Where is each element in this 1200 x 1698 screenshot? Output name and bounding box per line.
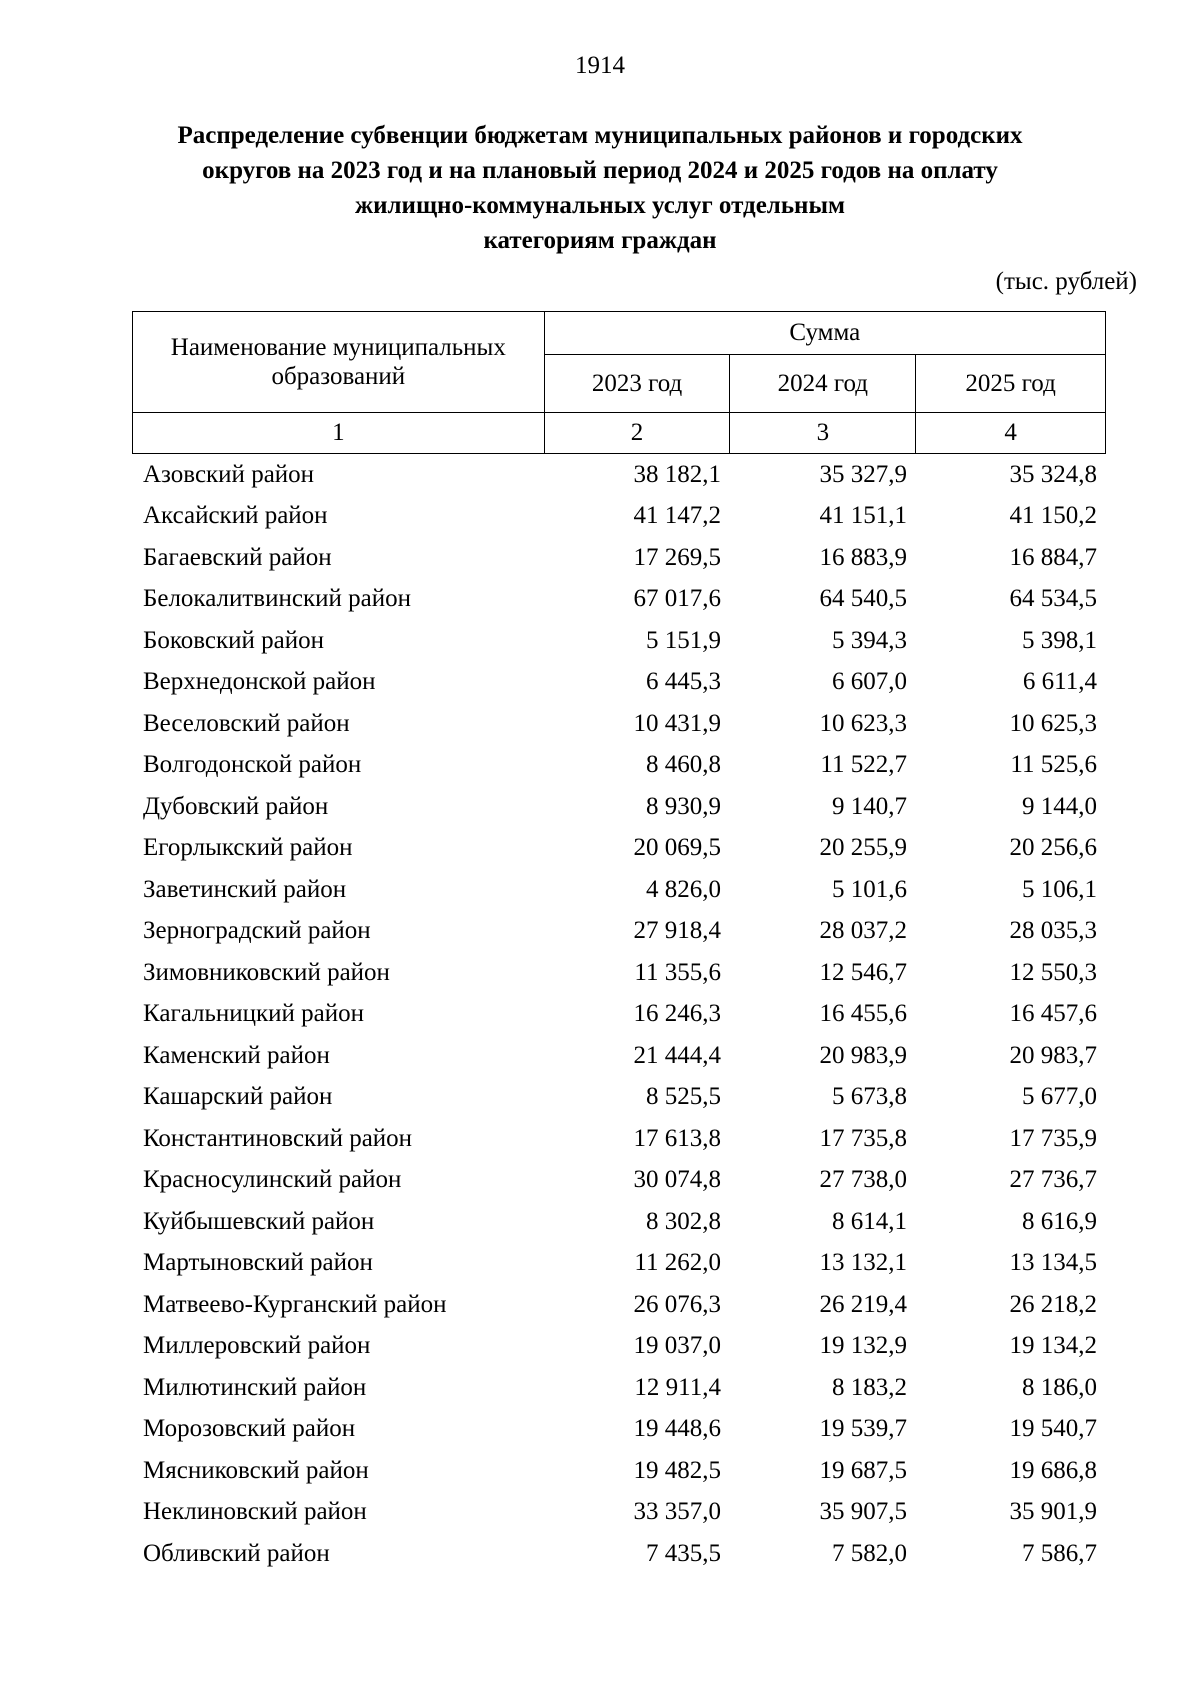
municipality-name: Куйбышевский район [143, 1207, 375, 1235]
table-row [132, 869, 1106, 911]
value-2025: 64 534,5 [1009, 585, 1097, 613]
value-2025: 16 884,7 [1009, 543, 1097, 571]
value-2025: 19 686,8 [1009, 1456, 1097, 1484]
value-2023: 17 269,5 [633, 543, 721, 571]
value-2024: 17 735,8 [819, 1124, 907, 1152]
municipality-name: Морозовский район [143, 1415, 356, 1443]
value-2023: 7 435,5 [646, 1539, 721, 1567]
value-2024: 16 883,9 [819, 543, 907, 571]
value-2025: 27 736,7 [1009, 1166, 1097, 1194]
value-2023: 67 017,6 [633, 585, 721, 613]
municipality-name: Мартыновский район [143, 1249, 373, 1277]
value-2023: 27 918,4 [633, 917, 721, 945]
municipality-name: Милютинский район [143, 1373, 367, 1401]
value-2024: 19 687,5 [819, 1456, 907, 1484]
value-2023: 21 444,4 [633, 1041, 721, 1069]
municipality-name: Константиновский район [143, 1124, 413, 1152]
data-table [132, 454, 1106, 1575]
table-row [132, 1284, 1106, 1326]
value-2023: 16 246,3 [633, 1000, 721, 1028]
value-2023: 8 460,8 [646, 751, 721, 779]
value-2025: 13 134,5 [1009, 1249, 1097, 1277]
value-2025: 20 256,6 [1009, 834, 1097, 862]
municipality-name: Аксайский район [143, 502, 328, 530]
value-2024: 20 983,9 [819, 1041, 907, 1069]
title-line: жилищно-коммунальных услуг отдельным [354, 192, 845, 219]
value-2023: 20 069,5 [633, 834, 721, 862]
column-number-1: 1 [133, 413, 545, 454]
value-2024: 10 623,3 [819, 709, 907, 737]
value-2025: 9 144,0 [1022, 792, 1097, 820]
value-2025: 8 616,9 [1022, 1207, 1097, 1235]
value-2025: 26 218,2 [1009, 1290, 1097, 1318]
municipality-name: Неклиновский район [143, 1498, 367, 1526]
table-row [132, 1367, 1106, 1409]
table-row [132, 1492, 1106, 1534]
value-2023: 4 826,0 [646, 875, 721, 903]
page-number: 1914 [575, 52, 625, 79]
table-row [132, 952, 1106, 994]
table-row [132, 1326, 1106, 1368]
value-2024: 5 394,3 [832, 626, 907, 654]
document-title [120, 118, 1080, 258]
municipality-name: Обливский район [143, 1539, 330, 1567]
table-row [132, 662, 1106, 704]
table-row [132, 1160, 1106, 1202]
value-2023: 11 262,0 [634, 1249, 721, 1277]
value-2023: 5 151,9 [646, 626, 721, 654]
table-row [132, 745, 1106, 787]
value-2024: 6 607,0 [832, 668, 907, 696]
unit-label: (тыс. рублей) [995, 268, 1137, 295]
value-2025: 11 525,6 [1010, 751, 1097, 779]
column-number-2: 2 [544, 413, 730, 454]
column-header-2025: 2025 год [916, 355, 1106, 413]
value-2023: 12 911,4 [634, 1373, 721, 1401]
value-2023: 41 147,2 [633, 502, 721, 530]
value-2024: 12 546,7 [819, 958, 907, 986]
value-2024: 64 540,5 [819, 585, 907, 613]
municipality-name: Зерноградский район [143, 917, 371, 945]
table-row [132, 1077, 1106, 1119]
value-2025: 35 324,8 [1009, 460, 1097, 488]
value-2025: 5 106,1 [1022, 875, 1097, 903]
value-2025: 8 186,0 [1022, 1373, 1097, 1401]
table-row [132, 1450, 1106, 1492]
value-2024: 13 132,1 [819, 1249, 907, 1277]
value-2023: 19 482,5 [633, 1456, 721, 1484]
municipality-name: Красносулинский район [143, 1166, 402, 1194]
value-2024: 5 101,6 [832, 875, 907, 903]
value-2025: 19 540,7 [1009, 1415, 1097, 1443]
value-2025: 10 625,3 [1009, 709, 1097, 737]
municipality-name: Веселовский район [143, 709, 350, 737]
value-2023: 17 613,8 [633, 1124, 721, 1152]
column-number-4: 4 [916, 413, 1106, 454]
table-row [132, 994, 1106, 1036]
value-2024: 35 907,5 [819, 1498, 907, 1526]
column-header-2023: 2023 год [544, 355, 730, 413]
municipality-name: Багаевский район [143, 543, 332, 571]
value-2023: 19 448,6 [633, 1415, 721, 1443]
table-row [132, 496, 1106, 538]
municipality-name: Азовский район [143, 460, 315, 488]
table-row [132, 1035, 1106, 1077]
value-2025: 6 611,4 [1022, 668, 1097, 696]
value-2025: 12 550,3 [1009, 958, 1097, 986]
value-2023: 11 355,6 [634, 958, 721, 986]
title-line: Распределение субвенции бюджетам муниципальных районов и городских [177, 122, 1023, 149]
municipality-name: Кагальницкий район [143, 1000, 365, 1028]
value-2023: 30 074,8 [633, 1166, 721, 1194]
table-row [132, 537, 1106, 579]
table-row [132, 786, 1106, 828]
value-2024: 26 219,4 [819, 1290, 907, 1318]
value-2023: 8 302,8 [646, 1207, 721, 1235]
value-2024: 5 673,8 [832, 1083, 907, 1111]
table-row [132, 454, 1106, 496]
title-line: категориям граждан [483, 227, 717, 254]
value-2023: 10 431,9 [633, 709, 721, 737]
value-2024: 19 132,9 [819, 1332, 907, 1360]
municipality-name: Матвеево-Курганский район [143, 1290, 447, 1318]
value-2024: 27 738,0 [819, 1166, 907, 1194]
municipality-name: Дубовский район [143, 792, 329, 820]
column-number-3: 3 [730, 413, 916, 454]
table-row [132, 1409, 1106, 1451]
value-2024: 35 327,9 [819, 460, 907, 488]
municipality-name: Волгодонской район [143, 751, 362, 779]
value-2025: 5 398,1 [1022, 626, 1097, 654]
table-row [132, 703, 1106, 745]
municipality-name: Заветинский район [143, 875, 347, 903]
table-row [132, 620, 1106, 662]
value-2025: 7 586,7 [1022, 1539, 1097, 1567]
value-2023: 33 357,0 [633, 1498, 721, 1526]
column-header-name: Наименование муниципальных образований [133, 312, 545, 413]
value-2025: 5 677,0 [1022, 1083, 1097, 1111]
table-row [132, 1118, 1106, 1160]
value-2024: 16 455,6 [819, 1000, 907, 1028]
value-2025: 19 134,2 [1009, 1332, 1097, 1360]
municipality-name: Кашарский район [143, 1083, 333, 1111]
value-2025: 28 035,3 [1009, 917, 1097, 945]
table-row [132, 1533, 1106, 1575]
column-header-2024: 2024 год [730, 355, 916, 413]
value-2024: 8 183,2 [832, 1373, 907, 1401]
value-2023: 38 182,1 [633, 460, 721, 488]
value-2024: 11 522,7 [820, 751, 907, 779]
value-2025: 17 735,9 [1009, 1124, 1097, 1152]
municipality-name: Белокалитвинский район [143, 585, 411, 613]
municipality-name: Каменский район [143, 1041, 330, 1069]
municipality-name: Миллеровский район [143, 1332, 371, 1360]
value-2024: 41 151,1 [819, 502, 907, 530]
table-row [132, 579, 1106, 621]
value-2025: 16 457,6 [1009, 1000, 1097, 1028]
value-2024: 20 255,9 [819, 834, 907, 862]
municipality-name: Боковский район [143, 626, 324, 654]
value-2024: 28 037,2 [819, 917, 907, 945]
table-row [132, 1243, 1106, 1285]
value-2023: 26 076,3 [633, 1290, 721, 1318]
value-2023: 8 930,9 [646, 792, 721, 820]
value-2025: 35 901,9 [1009, 1498, 1097, 1526]
table-row [132, 911, 1106, 953]
value-2024: 9 140,7 [832, 792, 907, 820]
value-2024: 7 582,0 [832, 1539, 907, 1567]
table-row [132, 1201, 1106, 1243]
municipality-name: Верхнедонской район [143, 668, 376, 696]
municipality-name: Егорлыкский район [143, 834, 353, 862]
value-2023: 8 525,5 [646, 1083, 721, 1111]
value-2025: 41 150,2 [1009, 502, 1097, 530]
value-2025: 20 983,7 [1009, 1041, 1097, 1069]
municipality-name: Зимовниковский район [143, 958, 390, 986]
value-2023: 6 445,3 [646, 668, 721, 696]
value-2023: 19 037,0 [633, 1332, 721, 1360]
municipality-name: Мясниковский район [143, 1456, 369, 1484]
table-row [132, 828, 1106, 870]
column-header-sum: Сумма [544, 312, 1105, 355]
title-line: округов на 2023 год и на плановый период 2024 и 2025 годов на оплату [202, 157, 998, 184]
value-2024: 19 539,7 [819, 1415, 907, 1443]
table-header [132, 311, 1106, 454]
value-2024: 8 614,1 [832, 1207, 907, 1235]
